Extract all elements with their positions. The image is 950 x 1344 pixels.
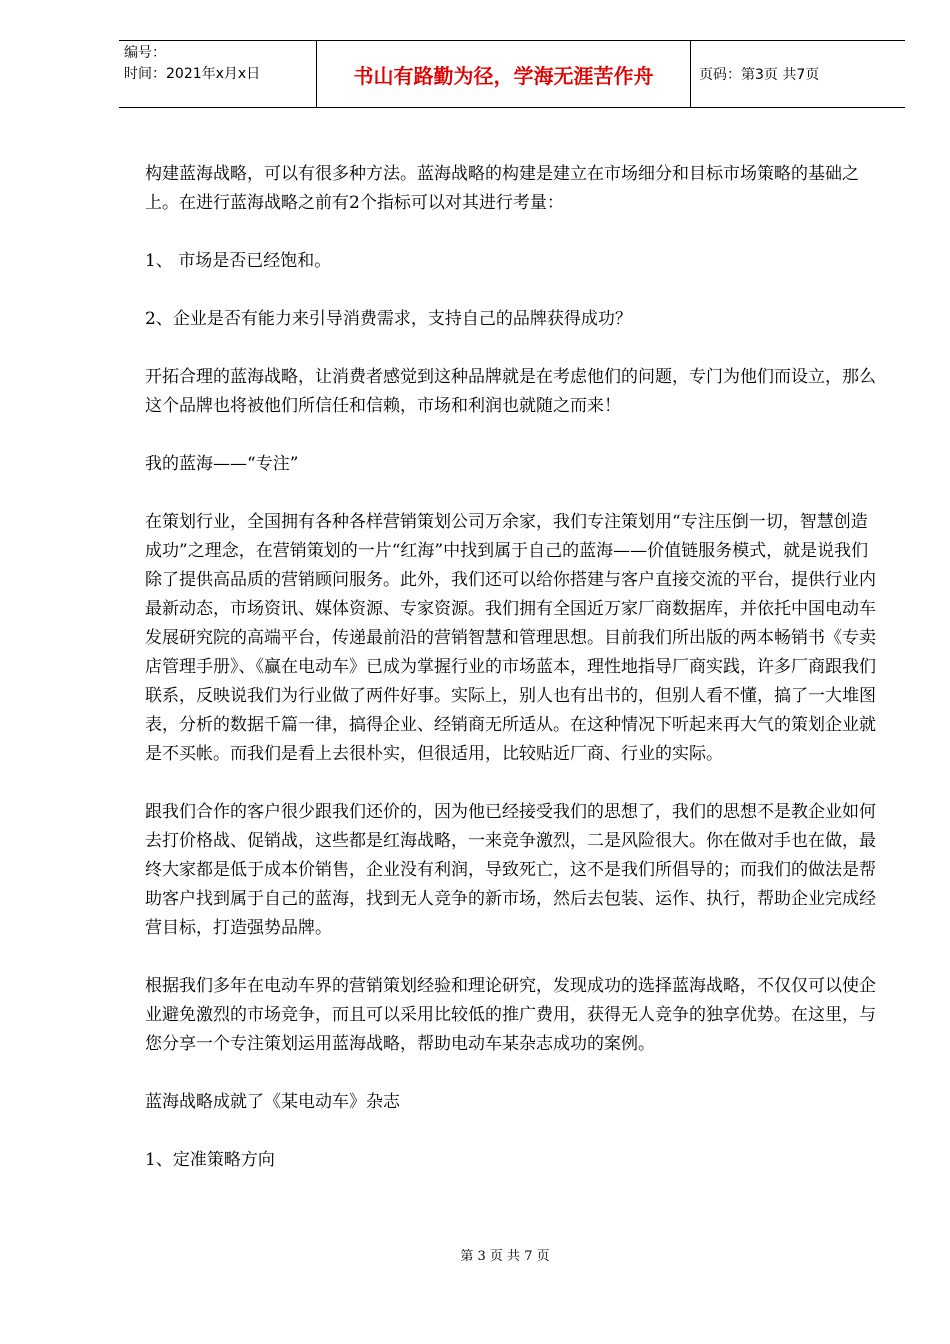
document-body [145,160,880,1175]
paragraph: 根据我们多年在电动车界的营销策划经验和理论研究，发现成功的选择蓝海战略，不仅仅可以使企业避免激烈的市场竞争，而且可以采用比较低的推广费用，获得无人竞争的独享优势。在这里，与您分享一个专注策划运用蓝海战略，帮助电动车某杂志成功的案例。 [145,976,876,1054]
paragraph: 开拓合理的蓝海战略，让消费者感觉到这种品牌就是在考虑他们的问题，专门为他们而设立，那么这个品牌也将被他们所信任和信赖，市场和利润也就随之而来！ [145,367,876,416]
header-motto: 书山有路勤为径，学海无涯苦作舟 [316,41,691,107]
paragraph: 构建蓝海战略，可以有很多种方法。蓝海战略的构建是建立在市场细分和目标市场策略的基础之上。在进行蓝海战略之前有2个指标可以对其进行考量： [145,164,859,213]
subsection-heading: 1、定准策略方向 [145,1150,275,1170]
list-item: 1、 市场是否已经饱和。 [145,251,332,271]
header-page-info: 页码：第3页 共7页 [699,67,820,83]
document-date: 时间：2021年x月x日 [124,66,261,82]
paragraph: 跟我们合作的客户很少跟我们还价的，因为他已经接受我们的思想了，我们的思想不是教企业如何去打价格战、促销战，这些都是红海战略，一来竞争激烈，二是风险很大。你在做对手也在做，最终大家都是低于成本价销售，企业没有利润，导致死亡，这不是我们所倡导的；而我们的做法是帮助客户找到属于自己的蓝海，找到无人竞争的新市场，然后去包装、运作、执行，帮助企业完成经营目标，打造强势品牌。 [145,802,876,938]
list-item: 2、企业是否有能力来引导消费需求，支持自己的品牌获得成功？ [145,309,632,329]
page-header [119,40,905,108]
section-heading: 蓝海战略成就了《某电动车》杂志 [145,1092,400,1112]
section-heading: 我的蓝海——“专注” [145,454,299,474]
page-footer: 第 3 页 共 7 页 [460,1249,550,1264]
header-meta [119,41,316,107]
paragraph: 在策划行业，全国拥有各种各样营销策划公司万余家，我们专注策划用“专注压倒一切，智慧创造成功”之理念，在营销策划的一片“红海”中找到属于自己的蓝海——价值链服务模式，就是说我们除了提供高品质的营销顾问服务。此外，我们还可以给你搭建与客户直接交流的平台，提供行业内最新动态，市场资讯、媒体资源、专家资源。我们拥有全国近万家厂商数据库，并依托中国电动车发展研究院的高端平台，传递最前沿的营销智慧和管理思想。目前我们所出版的两本畅销书《专卖店管理手册》、《赢在电动车》已成为掌握行业的市场蓝本，理性地指导厂商实践，许多厂商跟我们联系，反映说我们为行业做了两件好事。实际上，别人也有出书的，但别人看不懂，搞了一大堆图表，分析的数据千篇一律，搞得企业、经销商无所适从。在这种情况下听起来再大气的策划企业就是不买帐。而我们是看上去很朴实，但很适用，比较贴近厂商、行业的实际。 [145,512,876,764]
document-number-label: 编号： [124,45,166,61]
